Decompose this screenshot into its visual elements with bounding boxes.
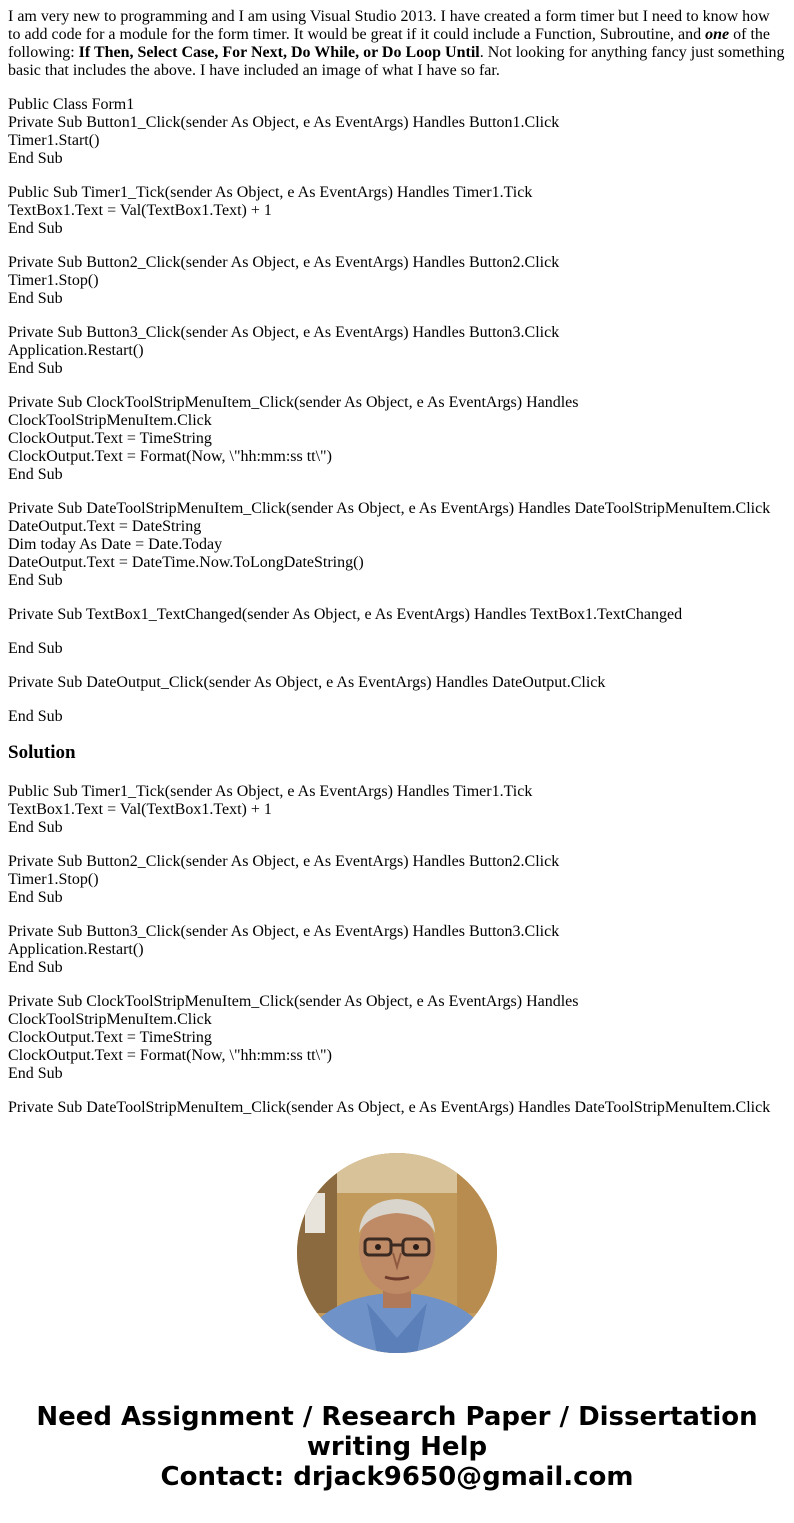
code-line: Private Sub DateOutput_Click(sender As Object, e As EventArgs) Handles DateOutput.Click bbox=[8, 674, 606, 691]
code-line: ClockOutput.Text = TimeString bbox=[8, 430, 212, 447]
solution-code-line: ClockOutput.Text = TimeString bbox=[8, 1029, 212, 1046]
code-line: Private Sub Button1_Click(sender As Object, e As EventArgs) Handles Button1.Click bbox=[8, 114, 560, 131]
promo-line-2: writing Help bbox=[306, 1432, 488, 1462]
code-line: End Sub bbox=[8, 150, 63, 167]
solution-code-line: End Sub bbox=[8, 1065, 63, 1082]
code-line: End Sub bbox=[8, 572, 63, 589]
code-line: TextBox1.Text = Val(TextBox1.Text) + 1 bbox=[8, 202, 272, 219]
question-outro: . Not looking for anything fancy just something basic that includes the above. I have included an image of what I have so far. bbox=[8, 44, 785, 79]
code-block bbox=[8, 254, 786, 308]
solution-code-line: End Sub bbox=[8, 819, 63, 836]
code-block bbox=[8, 500, 786, 590]
code-line: End Sub bbox=[8, 220, 63, 237]
code-line: End Sub bbox=[8, 708, 63, 725]
code-line: Private Sub ClockToolStripMenuItem_Click(sender As Object, e As EventArgs) Handles bbox=[8, 394, 579, 411]
solution-code-line: End Sub bbox=[8, 889, 63, 906]
code-line: End Sub bbox=[8, 640, 63, 657]
code-line: End Sub bbox=[8, 466, 63, 483]
question-mid: of the following: bbox=[8, 26, 771, 61]
code-line: Public Sub Timer1_Tick(sender As Object, e As EventArgs) Handles Timer1.Tick bbox=[8, 184, 533, 201]
solution-code-line: Application.Restart() bbox=[8, 941, 144, 958]
avatar-portrait-image bbox=[297, 1153, 497, 1353]
solution-code-block bbox=[8, 923, 786, 977]
question-code bbox=[8, 96, 786, 726]
code-block bbox=[8, 96, 786, 168]
solution-code-line: Private Sub DateToolStripMenuItem_Click(sender As Object, e As EventArgs) Handles DateToolStripMenuItem.Click bbox=[8, 1099, 771, 1116]
code-line: DateOutput.Text = DateTime.Now.ToLongDateString() bbox=[8, 554, 364, 571]
solution-code-line: End Sub bbox=[8, 959, 63, 976]
promo-contact[interactable]: Contact: drjack9650@gmail.com bbox=[160, 1462, 634, 1492]
code-line: Private Sub Button3_Click(sender As Object, e As EventArgs) Handles Button3.Click bbox=[8, 324, 560, 341]
question-intro: I am very new to programming and I am using Visual Studio 2013. I have created a form timer but I need to know how to add code for a module for the form timer. It would be great if it could include a Function, Subroutine, and bbox=[8, 8, 770, 43]
solution-code-block bbox=[8, 783, 786, 837]
code-line: DateOutput.Text = DateString bbox=[8, 518, 202, 535]
code-block bbox=[8, 606, 786, 624]
code-line: Private Sub DateToolStripMenuItem_Click(sender As Object, e As EventArgs) Handles DateToolStripMenuItem.Click bbox=[8, 500, 771, 517]
solution-code-block bbox=[8, 853, 786, 907]
code-block bbox=[8, 674, 786, 692]
question-bold-list: If Then, Select Case, For Next, Do While, or Do Loop Until bbox=[78, 44, 480, 61]
code-block bbox=[8, 640, 786, 658]
question-paragraph bbox=[8, 8, 786, 80]
code-block bbox=[8, 394, 786, 484]
solution-code-line: Public Sub Timer1_Tick(sender As Object, e As EventArgs) Handles Timer1.Tick bbox=[8, 783, 533, 800]
solution-code-line: Private Sub ClockToolStripMenuItem_Click(sender As Object, e As EventArgs) Handles bbox=[8, 993, 579, 1010]
code-line: ClockToolStripMenuItem.Click bbox=[8, 412, 212, 429]
code-line: Private Sub TextBox1_TextChanged(sender As Object, e As EventArgs) Handles TextBox1.TextChanged bbox=[8, 606, 683, 623]
solution-code-line: ClockToolStripMenuItem.Click bbox=[8, 1011, 212, 1028]
code-line: Public Class Form1 bbox=[8, 96, 135, 113]
code-line: Dim today As Date = Date.Today bbox=[8, 536, 223, 553]
code-block bbox=[8, 324, 786, 378]
solution-code-block bbox=[8, 1099, 786, 1117]
code-line: Private Sub Button2_Click(sender As Object, e As EventArgs) Handles Button2.Click bbox=[8, 254, 560, 271]
question-emphasis: one bbox=[705, 26, 730, 43]
solution-code-line: ClockOutput.Text = Format(Now, \"hh:mm:ss tt\") bbox=[8, 1047, 332, 1064]
code-line: End Sub bbox=[8, 290, 63, 307]
promo-line-1: Need Assignment / Research Paper / Dissertation bbox=[36, 1402, 758, 1432]
solution-code-line: TextBox1.Text = Val(TextBox1.Text) + 1 bbox=[8, 801, 272, 818]
document-page bbox=[8, 8, 786, 1133]
solution-code bbox=[8, 783, 786, 1117]
author-avatar bbox=[297, 1153, 497, 1353]
solution-code-block bbox=[8, 993, 786, 1083]
promo-banner bbox=[0, 1402, 794, 1492]
solution-code-line: Timer1.Stop() bbox=[8, 871, 99, 888]
code-line: Timer1.Start() bbox=[8, 132, 100, 149]
code-block bbox=[8, 184, 786, 238]
code-line: End Sub bbox=[8, 360, 63, 377]
code-line: ClockOutput.Text = Format(Now, \"hh:mm:ss tt\") bbox=[8, 448, 332, 465]
solution-code-line: Private Sub Button3_Click(sender As Object, e As EventArgs) Handles Button3.Click bbox=[8, 923, 560, 940]
code-line: Application.Restart() bbox=[8, 342, 144, 359]
solution-code-line: Private Sub Button2_Click(sender As Object, e As EventArgs) Handles Button2.Click bbox=[8, 853, 560, 870]
solution-heading: Solution bbox=[8, 742, 76, 763]
code-block bbox=[8, 708, 786, 726]
code-line: Timer1.Stop() bbox=[8, 272, 99, 289]
